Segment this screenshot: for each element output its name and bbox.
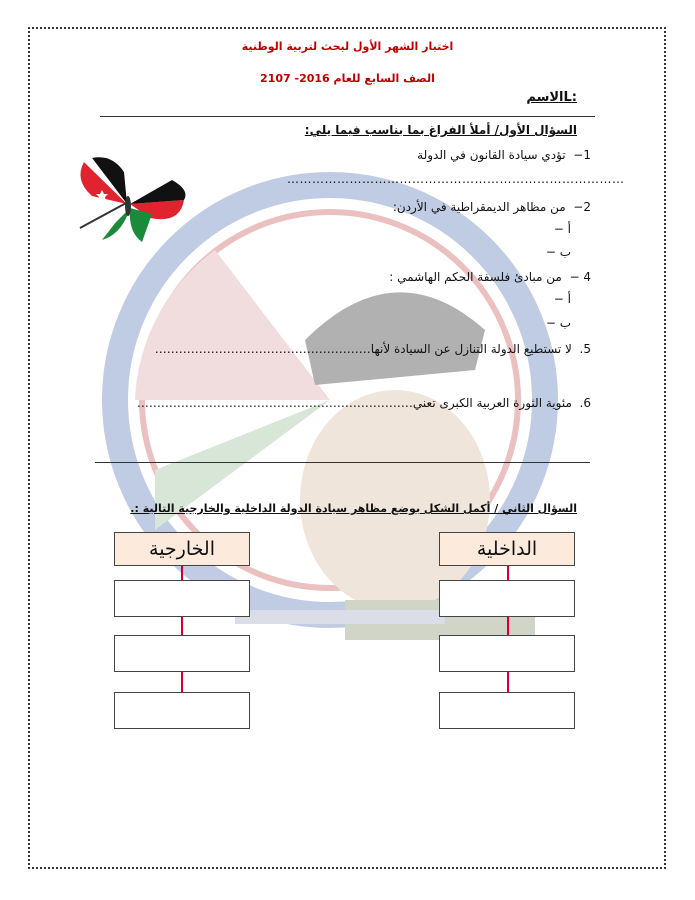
internal-answer-box-3[interactable]: [439, 692, 575, 729]
question2-title: [130, 502, 577, 515]
external-answer-box-2[interactable]: [114, 635, 250, 672]
q1-item-4-a: أ −: [553, 292, 571, 306]
divider-middle: [95, 462, 590, 463]
q1-item-1-text: تؤدي سيادة القانون في الدولة: [417, 148, 566, 162]
jordan-flag-butterfly-icon: [72, 152, 190, 252]
question1-title: [305, 123, 577, 137]
q1-item-6-text: مئوية الثورة العربية الكبرى تعني: [412, 396, 572, 410]
q1-item-1-answer-line[interactable]: ………………………………………………………………………: [287, 172, 625, 186]
q1-item-4-text: من مبادئ فلسفة الحكم الهاشمي :: [389, 270, 562, 284]
q1-item-4-b: ب −: [545, 316, 571, 330]
internal-header-label: الداخلية: [476, 538, 538, 560]
q1-item-4: [389, 270, 591, 284]
divider-top: [100, 116, 595, 117]
q1-item-2-b: ب −: [545, 245, 571, 259]
internal-answer-box-2[interactable]: [439, 635, 575, 672]
q1-item-6-answer-line[interactable]: ……………………………………………………………: [136, 396, 413, 410]
q1-item-2-number: 2−: [573, 200, 591, 214]
question2-title-text: السؤال الثاني / أكمل الشكل بوضع مظاهر سيادة الدولة الداخلية والخارجية التالية :.: [130, 502, 577, 515]
q1-item-1: [417, 148, 591, 162]
external-answer-box-3[interactable]: [114, 692, 250, 729]
question1-title-text: السؤال الأول/ أملأ الفراغ بما بناسب فيما يلي:: [304, 123, 577, 137]
q1-item-6-number: 6.: [579, 396, 591, 410]
q1-item-2: [393, 200, 591, 214]
internal-answer-box-1[interactable]: [439, 580, 575, 617]
external-answer-box-1[interactable]: [114, 580, 250, 617]
q1-item-5-text: لا تستطيع الدولة التنازل عن السيادة لأنها: [370, 342, 572, 356]
class-year: الصف السابع للعام 2016- 2107: [260, 72, 435, 85]
q1-item-5-number: 5.: [579, 342, 591, 356]
q1-item-2-a: أ −: [553, 222, 571, 236]
q1-item-4-number: 4 −: [569, 270, 591, 284]
name-label: :Lالاسم: [526, 90, 577, 105]
q1-item-5: [155, 342, 591, 356]
internal-header-box: [439, 532, 575, 566]
external-header-box: [114, 532, 250, 566]
external-header-label: الخارجية: [149, 538, 215, 560]
q1-item-1-number: 1−: [573, 148, 591, 162]
q1-item-6: [137, 396, 591, 410]
exam-title: اختبار الشهر الأول لبحث لتربية الوطنية: [241, 40, 454, 53]
q1-item-2-text: من مظاهر الديمقراطية في الأردن:: [392, 200, 566, 214]
q1-item-5-answer-line[interactable]: ………………………………………………: [154, 342, 371, 356]
